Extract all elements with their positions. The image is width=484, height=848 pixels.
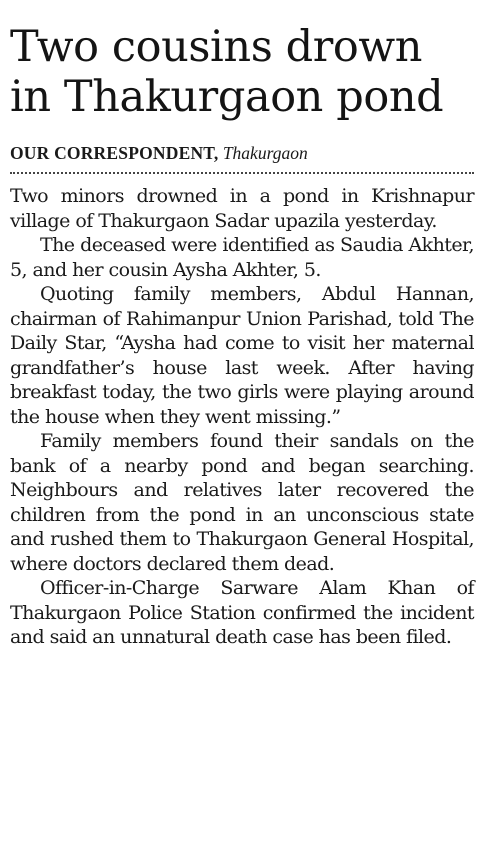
byline [10, 143, 474, 163]
paragraph: Quoting family members, Abdul Hannan, chairman of Rahimanpur Union Parishad, told The Daily Star, “Aysha had come to visit her maternal grandfather’s house last week. After having breakfast today, the two girls were playing around the house when they went missing.” [10, 283, 474, 428]
news-article [10, 0, 474, 650]
byline-place: Thakurgaon [222, 143, 308, 163]
paragraph: Officer-in-Charge Sarware Alam Khan of Thakurgaon Police Station confirmed the incident and said an unnatural death case has been filed. [10, 577, 474, 648]
paragraph: Family members found their sandals on the bank of a nearby pond and began searching. Neighbours and relatives later recovered the children from the pond in an unconscious state and rushed them to Thakurgaon General Hospital, where doctors declared them dead. [10, 430, 474, 575]
paragraph: The deceased were identified as Saudia Akhter, 5, and her cousin Aysha Akhter, 5. [10, 234, 474, 281]
headline-line-2: in Thakurgaon pond [10, 72, 444, 122]
headline [10, 22, 474, 122]
paragraph: Two minors drowned in a pond in Krishnapur village of Thakurgaon Sadar upazila yesterday. [10, 185, 474, 232]
dotted-divider [10, 172, 474, 174]
byline-reporter: OUR CORRESPONDENT, [10, 143, 219, 163]
headline-line-1: Two cousins drown [10, 22, 423, 72]
article-body [10, 184, 474, 650]
